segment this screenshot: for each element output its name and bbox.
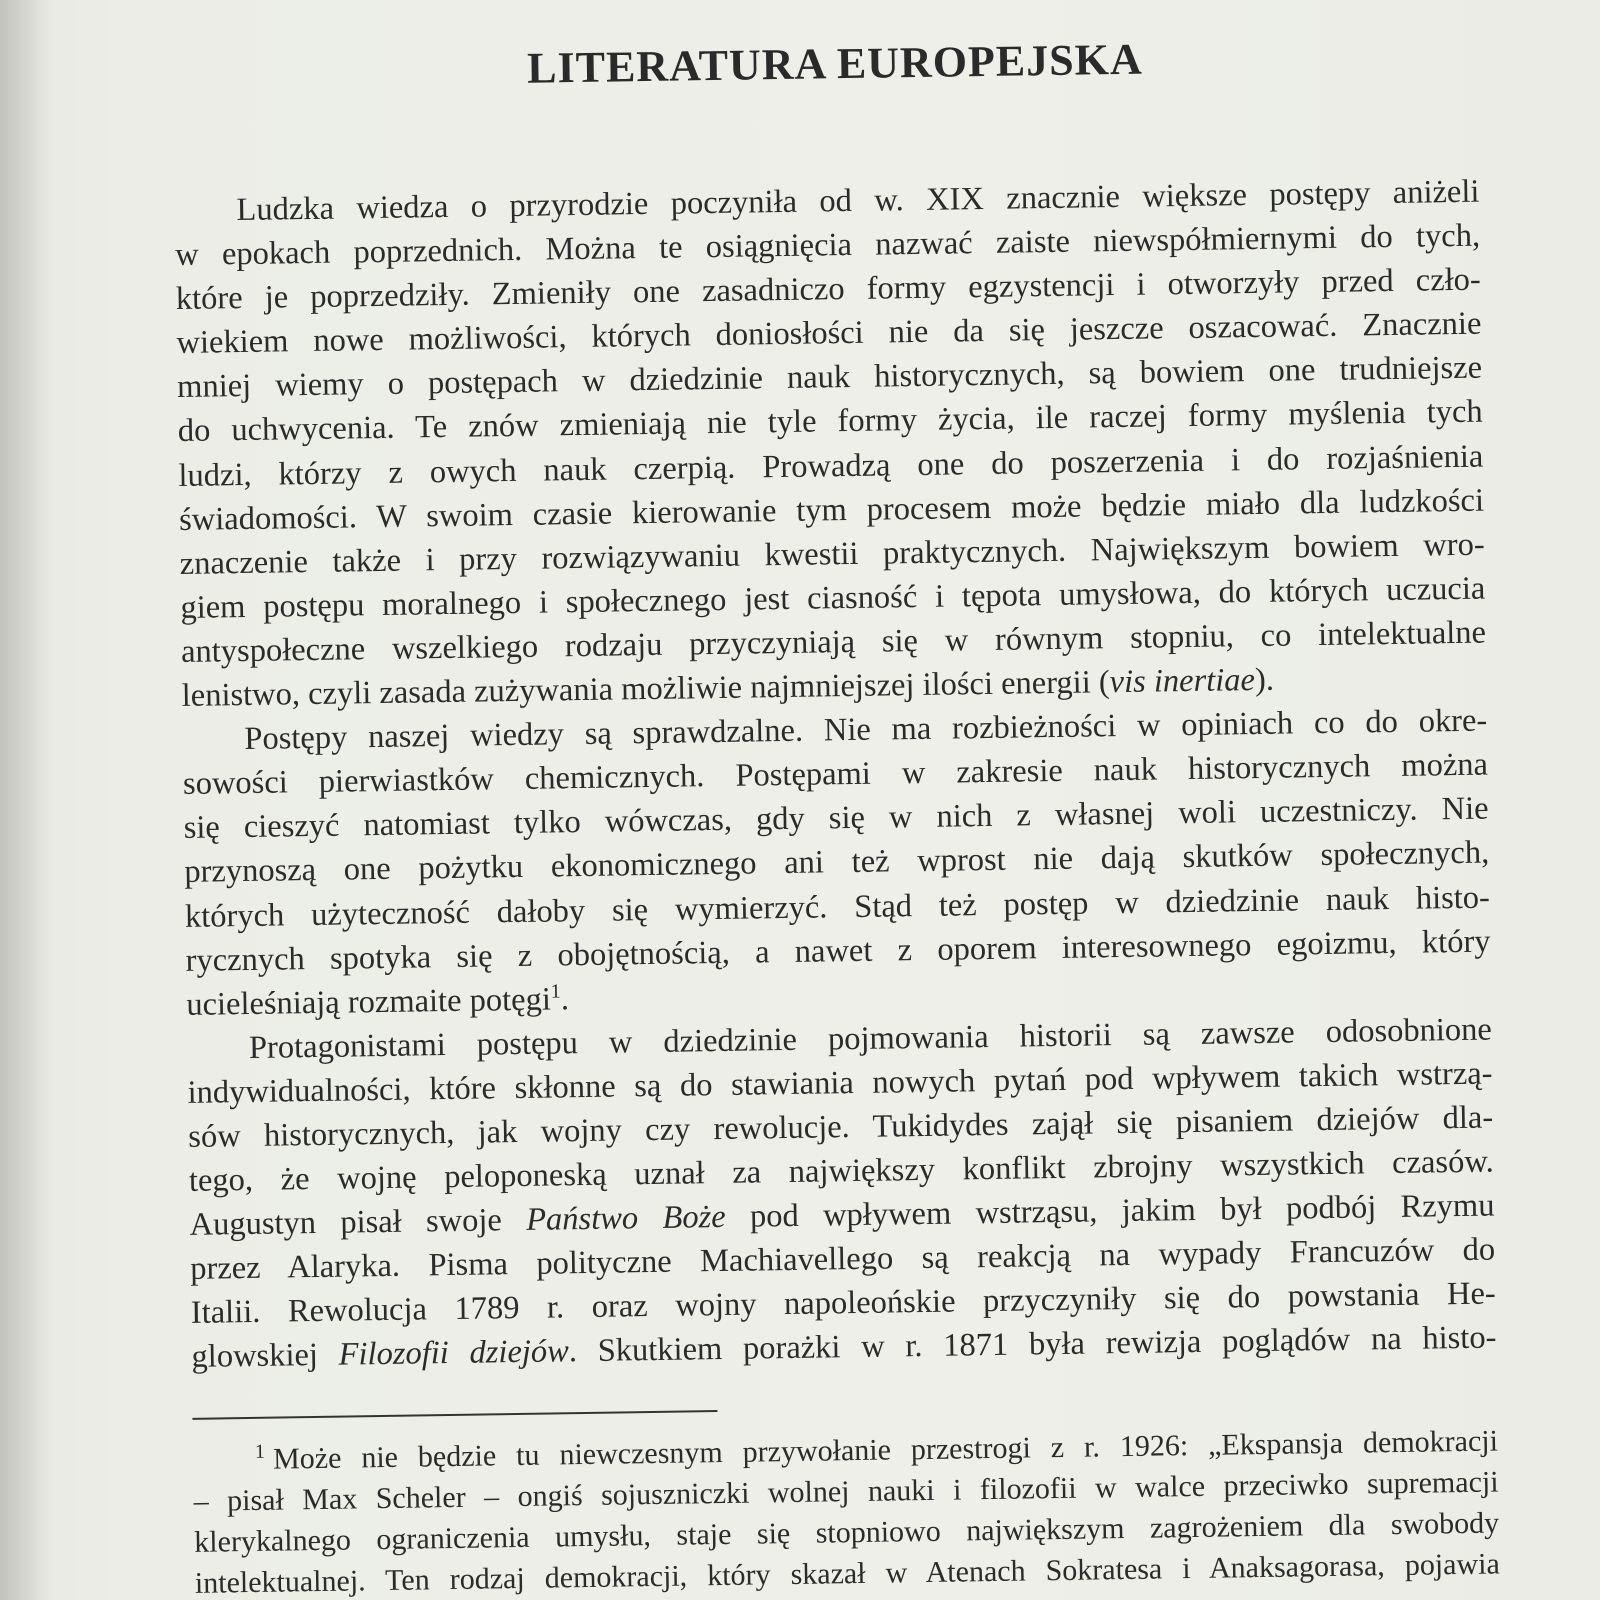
footnote-divider: [192, 1410, 717, 1420]
paragraph-2: [182, 699, 1491, 1027]
text-segment: . Skutkiem porażki w r. 1871 była rewizja poglądów na histo-: [568, 1319, 1497, 1370]
paragraph-3: [187, 1007, 1497, 1379]
text-line: antyspołeczne wszelkiego rodzaju przyczyniają się w równym stopniu, co intelektualne: [180, 614, 1487, 670]
text-line: mniej wiemy o postępach w dziedzinie nauk historycznych, są bowiem one trudniejsze: [176, 349, 1483, 406]
text-line: Protagonistami postępu w dziedzinie pojmowania historii są zawsze odosobnione: [248, 1011, 1493, 1066]
text-line: Ludzka wiedza o przyrodzie poczyniła od w. XIX znacznie większe postępy aniżeli: [236, 173, 1480, 229]
text-segment: Augustyn pisał swoje: [189, 1202, 527, 1244]
page-title: LITERATURA EUROPEJSKA: [526, 34, 1144, 93]
text-line: znaczenie także i przy rozwiązywaniu kwestii praktycznych. Największym bowiem wro-: [179, 526, 1485, 582]
italic-title: Filozofii dziejów: [338, 1333, 570, 1374]
text-line: rycznych spotyka się z obojętnością, a nawet z oporem interesownego egoizmu, który: [185, 923, 1491, 979]
footnote-reference[interactable]: 1: [550, 980, 561, 1003]
text-line: przez Alaryka. Pisma polityczne Machiavellego są reakcją na wypady Francuzów do: [189, 1231, 1496, 1288]
text-segment: pod wpływem wstrząsu, jakim był podbój Rzymu: [725, 1187, 1495, 1236]
text-line: wiekiem nowe możliwości, których doniosłości nie da się jeszcze oszacować. Znacznie: [176, 305, 1482, 362]
text-line: których użyteczność dałoby się wymierzyć. Stąd też postęp w dziedzinie nauk histo-: [184, 879, 1491, 935]
text-line: sowości pierwiastków chemicznych. Postępami w zakresie nauk historycznych można: [182, 746, 1489, 803]
footnote-line: klerykalnego ograniczenia umysłu, staje się stopniowo największym zagrożeniem dla swobody: [194, 1506, 1500, 1559]
text-line: indywidualności, które skłonne są do stawiania nowych pytań pod wpływem takich wstrzą-: [187, 1055, 1493, 1111]
footnote-line: – pisał Max Scheler – ongiś sojuszniczki wolnej nauki i filozofii w walce przeciwko supremacji: [193, 1465, 1499, 1518]
text-segment: ucieleśniają rozmaite potęgi: [186, 981, 552, 1023]
text-line: giem postępu moralnego i społecznego jest ciasność i tępota umysłowa, do których uczucia: [180, 570, 1486, 626]
text-line: się cieszyć natomiast tylko wówczas, gdy się w nich z własnej woli uczestniczy. Nie: [183, 790, 1489, 847]
text-segment: glowskiej: [191, 1337, 339, 1376]
text-line: Postępy naszej wiedzy są sprawdzalne. Nie ma rozbieżności w opiniach co do okre-: [244, 702, 1488, 758]
text-line: przynoszą one pożytku ekonomicznego ani też wprost nie dają skutków społecznych,: [184, 834, 1490, 891]
text-line: do uchwycenia. Te znów zmieniają nie tyle formy życia, ile raczej formy myślenia tych: [177, 394, 1483, 450]
body-text: [174, 170, 1497, 1380]
text-line: sów historycznych, jak wojny czy rewolucje. Tukidydes zajął się pisaniem dziejów dla-: [188, 1099, 1494, 1155]
footnote-line: intelektualnej. Ten rodzaj demokracji, który skazał w Atenach Sokratesa i Anaksagorasa, pojawia: [194, 1547, 1500, 1600]
text-line: ludzi, którzy z owych nauk czerpią. Prowadzą one do poszerzenia i do rozjaśnienia: [178, 438, 1484, 494]
footnote: [193, 1420, 1500, 1600]
text-segment: lenistwo, czyli zasada zużywania możliwie najmniejszej ilości energii (: [181, 664, 1110, 714]
italic-title: Państwo Boże: [525, 1199, 726, 1239]
paragraph-1: [174, 170, 1487, 718]
text-line: tego, że wojnę peloponeską uznał za największy konflikt zbrojny wszystkich czasów.: [188, 1143, 1495, 1199]
page-content: [172, 21, 1500, 1600]
text-line: które je poprzedziły. Zmieniły one zasadniczo formy egzystencji i otworzyły przed czło-: [175, 261, 1481, 318]
text-line: świadomości. W swoim czasie kierowanie tym procesem może będzie miało dla ludzkości: [178, 482, 1485, 538]
text-line: Italii. Rewolucja 1789 r. oraz wojny napoleońskie przyczyniły się do powstania He-: [190, 1275, 1497, 1332]
italic-term: vis inertiae: [1109, 662, 1256, 701]
text-segment: Może nie będzie tu niewczesnym przywołanie przestrogi z r. 1926: „Ekspansja demokracji: [272, 1424, 1499, 1476]
text-segment: ).: [1254, 661, 1275, 699]
text-segment: .: [560, 980, 570, 1018]
text-line: w epokach poprzednich. Można te osiągnięcia nazwać zaiste niewspółmiernymi do tych,: [174, 217, 1481, 274]
footnote-mark: 1: [254, 1440, 266, 1463]
